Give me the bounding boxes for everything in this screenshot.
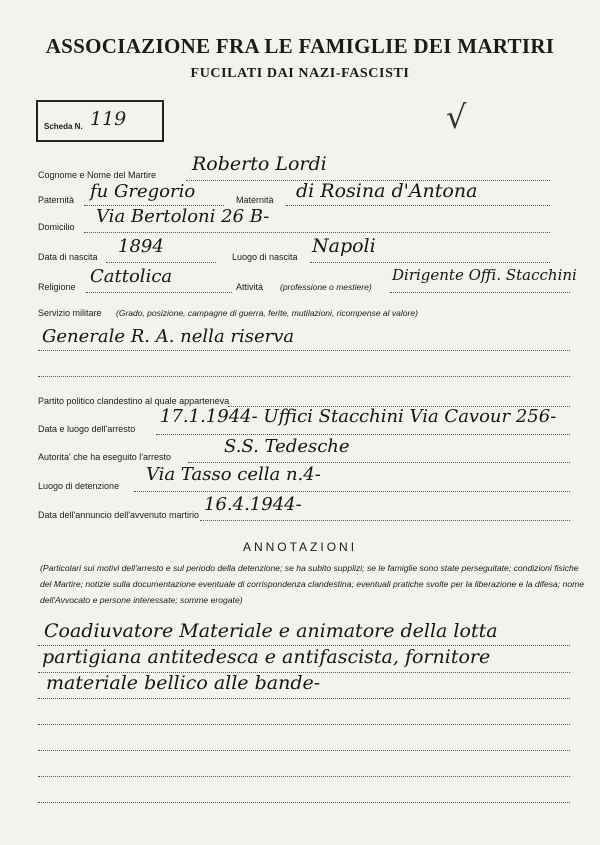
annotazioni-line-4 [38,724,570,725]
detenzione-label: Luogo di detenzione [38,481,120,491]
nascita-data-value: 1894 [118,236,164,257]
servizio-note: (Grado, posizione, campagne di guerra, ferite, mutilazioni, ricompense al valore) [116,308,418,318]
check-mark-icon: √ [446,98,467,136]
attivita-label: Attività [236,282,264,292]
maternita-label: Maternità [236,195,274,205]
arresto-value: 17.1.1944- Uffici Stacchini Via Cavour 256- [160,406,557,427]
annotazioni-title: ANNOTAZIONI [242,540,358,554]
maternita-value: di Rosina d'Antona [296,180,478,202]
attivita-value: Dirigente Offi. Stacchini [392,266,577,284]
nome-label: Cognome e Nome del Martire [38,170,157,180]
association-subtitle: FUCILATI DAI NAZI-FASCISTI [190,66,410,81]
detenzione-line [134,491,570,492]
arresto-line [156,434,570,435]
paternita-value: fu Gregorio [90,181,196,202]
autorita-label: Autorita' che ha eseguito l'arresto [38,452,172,462]
martirio-line [200,520,570,521]
annotazioni-line-3 [38,698,570,699]
domicilio-line [84,232,550,233]
detenzione-value: Via Tasso cella n.4- [146,464,321,485]
servizio-line-2 [38,376,570,377]
nascita-luogo-line [310,262,550,263]
religione-line [86,292,232,293]
religione-value: Cattolica [90,266,173,287]
autorita-line [188,462,570,463]
annotazioni-line-5 [38,750,570,751]
nascita-data-line [106,262,216,263]
paternita-label: Paternità [38,195,75,205]
nascita-luogo-value: Napoli [312,235,376,257]
martirio-value: 16.4.1944- [204,494,302,515]
martirio-label: Data dell'annuncio dell'avvenuto martirio [38,510,200,520]
annotazioni-text-3: materiale bellico alle bande- [46,672,321,694]
scheda-number: 119 [90,108,127,130]
annotazioni-text-2: partigiana antitedesca e antifascista, fornitore [42,646,491,668]
servizio-line-1 [38,350,570,351]
servizio-value: Generale R. A. nella riserva [42,326,295,347]
nascita-luogo-label: Luogo di nascita [232,252,298,262]
attivita-line [390,292,570,293]
scheda-label: Scheda N. [44,122,83,131]
attivita-note: (professione o mestiere) [280,282,372,292]
annotazioni-note: (Particolari sui motivi dell'arresto e sul periodo della detenzione; se ha subito supplizi; se le famiglie sono state perseguitate; condizioni fisiche del Martire; notizie sulla documentazione eventuale di corrispondenza clandestina; eventuali pratiche svolte per la liberazione e la difesa; nome dell'Avvocato e persone interessate; somme erogate) [40,563,585,605]
maternita-line [286,205,550,206]
arresto-label: Data e luogo dell'arresto [38,424,136,434]
association-title: ASSOCIAZIONE FRA LE FAMIGLIE DEI MARTIRI [45,34,555,58]
autorita-value: S.S. Tedesche [224,436,350,457]
nascita-data-label: Data di nascita [38,252,98,262]
partito-label: Partito politico clandestino al quale apparteneva [38,396,230,406]
domicilio-label: Domicilio [38,222,75,232]
annotazioni-line-7 [38,802,570,803]
servizio-label: Servizio militare [38,308,102,318]
annotazioni-text-1: Coadiuvatore Materiale e animatore della lotta [44,620,498,642]
annotazioni-line-6 [38,776,570,777]
domicilio-value: Via Bertoloni 26 B- [96,206,270,227]
religione-label: Religione [38,282,76,292]
nome-value: Roberto Lordi [192,153,327,175]
